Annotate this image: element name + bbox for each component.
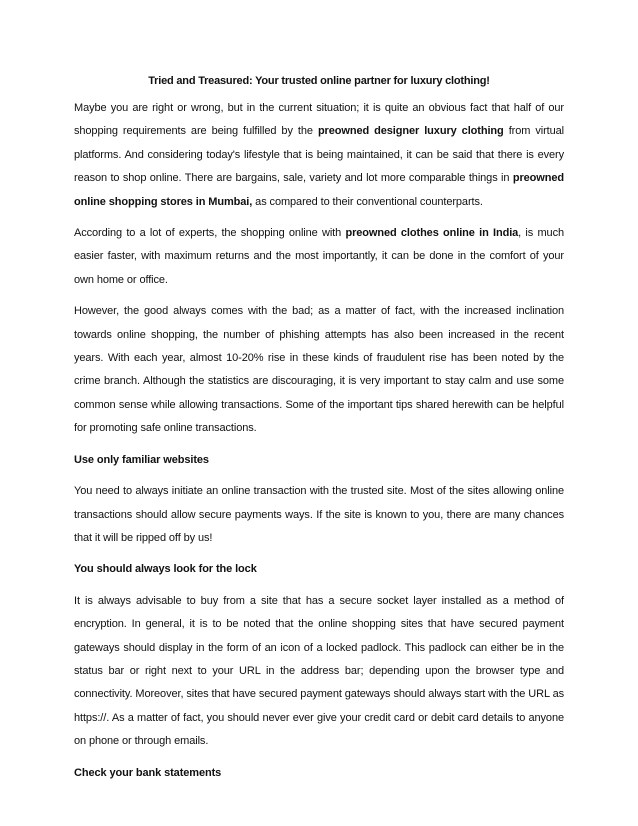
keyword-bold: preowned clothes online in India [345, 227, 519, 240]
paragraph-text: from virtual platforms. And considering today's lifestyle that is being maintained, it can be said that there is every reason to shop online. There are bargains, sale, variety and lot more comparable things in [74, 125, 564, 185]
document-title: Tried and Treasured: Your trusted online partner for luxury clothing! [148, 75, 490, 87]
section-heading-bank-statements: Check your bank statements [74, 766, 222, 779]
paragraph-text: Maybe you are right or wrong, but in the current situation; it is quite an obvious fact that half of our shopping requirements are being fulfilled by the [74, 102, 564, 138]
paragraph-phishing: However, the good always comes with the bad; as a matter of fact, with the increased inclination towards online shopping, the number of phishing attempts has also been increased in the recent years. With each year, almost 10-20% rise in these kinds of fraudulent rise has been noted by the crime branch. Although the statistics are discouraging, it is very important to stay calm and use some common sense while allowing transactions. Some of the important tips shared herewith can be helpful for promoting safe online transactions. [74, 305, 564, 435]
section-heading-lock: You should always look for the lock [74, 563, 257, 576]
paragraph-familiar-websites: You need to always initiate an online transaction with the trusted site. Most of the sites allowing online transactions should allow secure payments ways. If the site is known to you, there are many chances that it will be ripped off by us! [74, 485, 564, 544]
paragraph-text: , is much easier faster, with maximum returns and the most importantly, it can be done in the comfort of your own home or office. [74, 227, 564, 286]
paragraph-text: as compared to their conventional counterparts. [252, 195, 483, 208]
paragraph-intro [74, 97, 564, 214]
paragraph-text: According to a lot of experts, the shopping online with [74, 227, 346, 240]
section-heading-familiar-websites: Use only familiar websites [74, 453, 209, 466]
keyword-bold: preowned online shopping stores in Mumbai, [74, 172, 564, 208]
paragraph-experts [74, 222, 564, 292]
paragraph-lock: It is always advisable to buy from a site that has a secure socket layer installed as a method of encryption. In general, it is to be noted that the online shopping sites that have secured payment gateways should display in the form of an icon of a locked padlock. This padlock can either be in the status bar or right next to your URL in the address bar; depending upon the browser type and connectivity. Moreover, sites that have secured payment gateways should always start with the URL as https://. As a matter of fact, you should never ever give your credit card or debit card details to anyone on phone or through emails. [74, 594, 564, 748]
keyword-bold: preowned designer luxury clothing [317, 125, 504, 138]
